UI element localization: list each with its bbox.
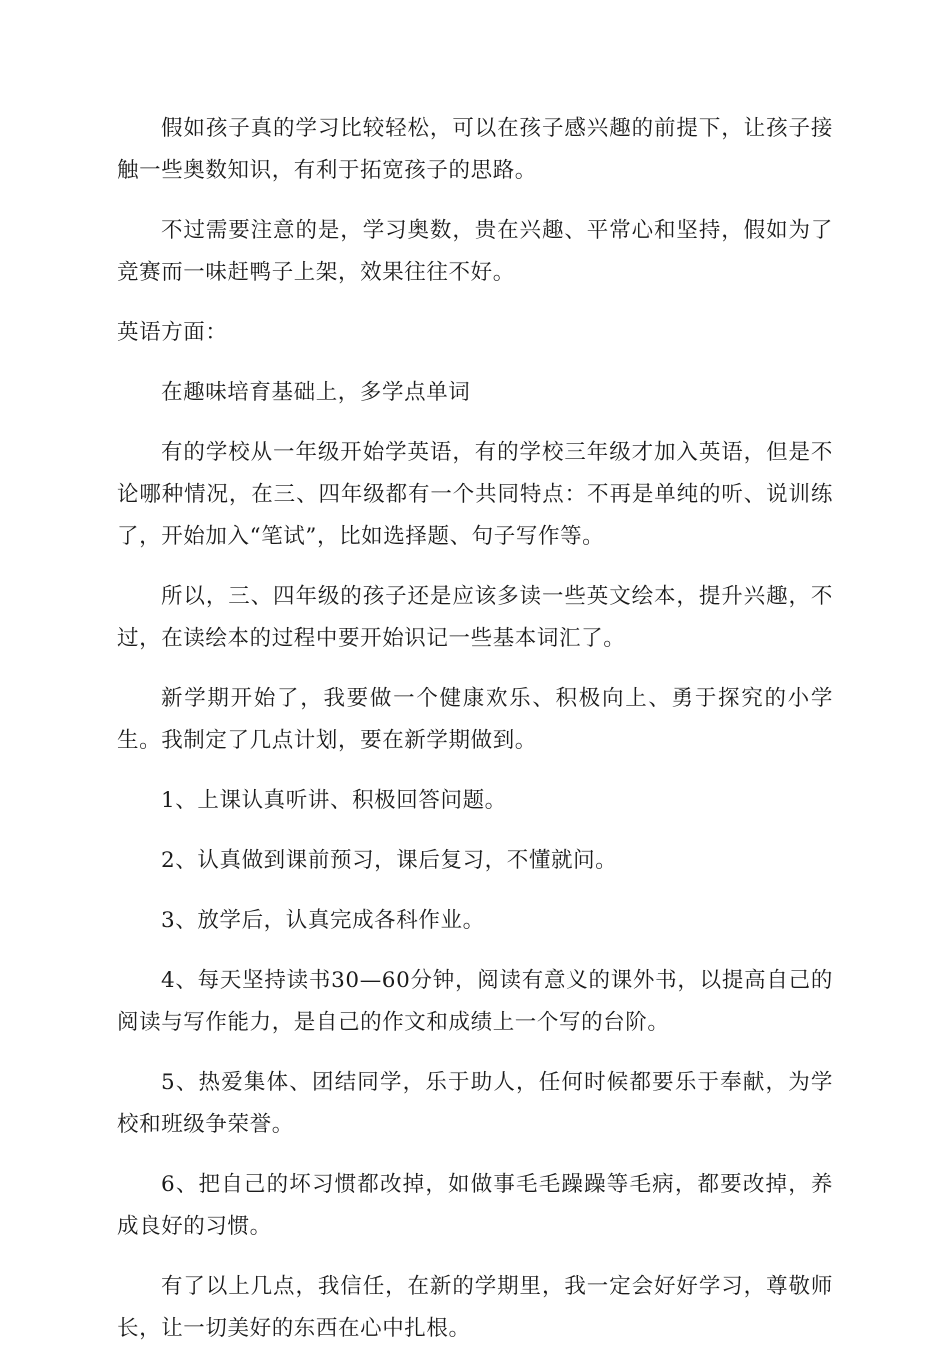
plan-item-5: 5、热爱集体、团结同学，乐于助人，任何时候都要乐于奉献，为学校和班级争荣誉。 — [117, 1070, 833, 1137]
plan-item-2: 2、认真做到课前预习，课后复习，不懂就问。 — [161, 848, 618, 873]
paragraph-new-semester: 新学期开始了，我要做一个健康欢乐、积极向上、勇于探究的小学生。我制定了几点计划，要在新学期做到。 — [117, 686, 833, 753]
plan-item-1: 1、上课认真听讲、积极回答问题。 — [161, 788, 507, 813]
paragraph-conclusion: 有了以上几点，我信任，在新的学期里，我一定会好好学习，尊敬师长，让一切美好的东西在心中扎根。 — [117, 1274, 833, 1341]
section-heading-english: 英语方面： — [117, 320, 228, 345]
plan-item-6: 6、把自己的坏习惯都改掉，如做事毛毛躁躁等毛病，都要改掉，养成良好的习惯。 — [117, 1172, 833, 1239]
paragraph-math-intro: 假如孩子真的学习比较轻松，可以在孩子感兴趣的前提下，让孩子接触一些奥数知识，有利于拓宽孩子的思路。 — [117, 116, 833, 183]
document-page — [117, 108, 833, 1368]
plan-item-3: 3、放学后，认真完成各科作业。 — [161, 908, 485, 933]
plan-item-4: 4、每天坚持读书30—60分钟，阅读有意义的课外书，以提高自己的阅读与写作能力，是自己的作文和成绩上一个写的台阶。 — [117, 968, 833, 1035]
paragraph-english-schools: 有的学校从一年级开始学英语，有的学校三年级才加入英语，但是不论哪种情况，在三、四年级都有一个共同特点：不再是单纯的听、说训练了，开始加入“笔试”，比如选择题、句子写作等。 — [117, 440, 833, 549]
paragraph-english-reading: 所以，三、四年级的孩子还是应该多读一些英文绘本，提升兴趣，不过，在读绘本的过程中要开始识记一些基本词汇了。 — [117, 584, 833, 651]
paragraph-math-caution: 不过需要注意的是，学习奥数，贵在兴趣、平常心和坚持，假如为了竞赛而一味赶鸭子上架，效果往往不好。 — [117, 218, 833, 285]
subheading-vocabulary: 在趣味培育基础上，多学点单词 — [161, 380, 471, 405]
